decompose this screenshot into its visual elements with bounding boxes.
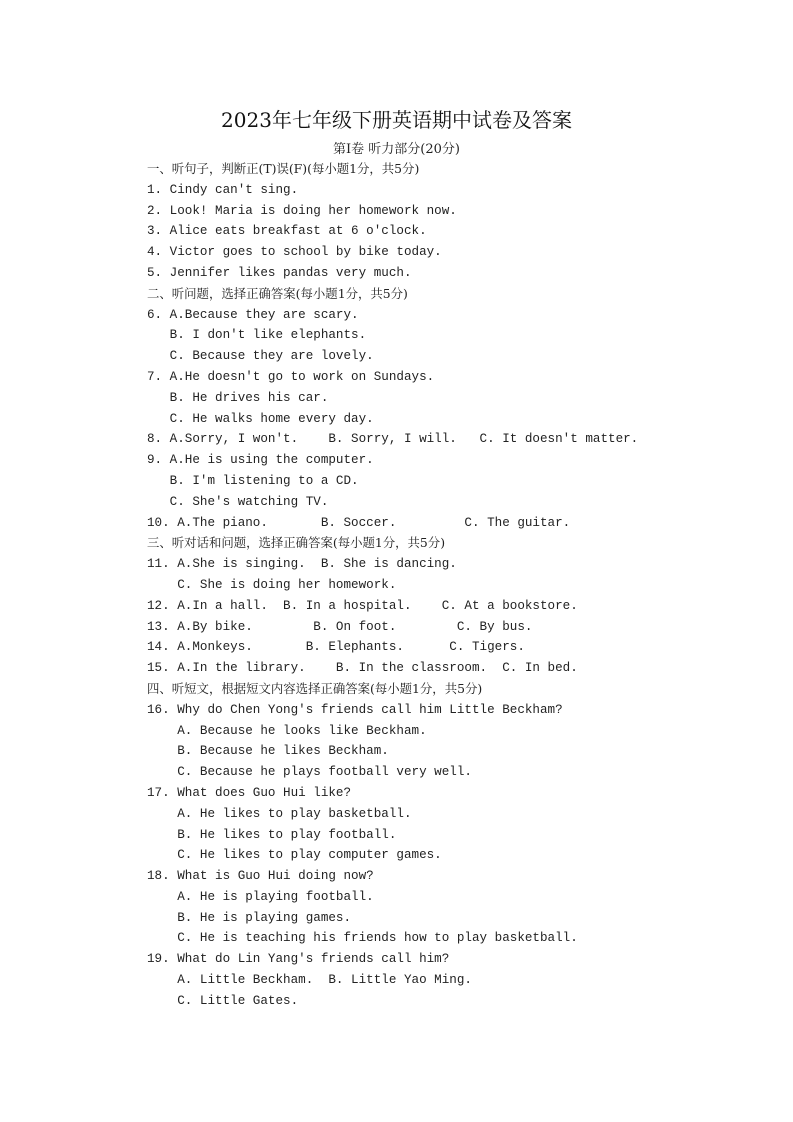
text-line: 12. A.In a hall. B. In a hospital. C. At a bookstore. bbox=[147, 598, 578, 613]
document-body bbox=[147, 159, 767, 1012]
text-line: C. Little Gates. bbox=[147, 993, 299, 1008]
text-line: 3. Alice eats breakfast at 6 o'clock. bbox=[147, 224, 427, 239]
text-line: C. Because they are lovely. bbox=[147, 349, 374, 364]
section-heading: 二、听问题，选择正确答案(每小题1分，共5分) bbox=[147, 285, 408, 301]
text-line: 14. A.Monkeys. B. Elephants. C. Tigers. bbox=[147, 640, 525, 655]
text-line: A. Because he looks like Beckham. bbox=[147, 723, 427, 738]
text-line: B. I'm listening to a CD. bbox=[147, 473, 359, 488]
text-line: B. Because he likes Beckham. bbox=[147, 744, 389, 759]
text-line: B. He likes to play football. bbox=[147, 827, 397, 842]
section-subtitle: 第Ⅰ卷 听力部分(20分) bbox=[333, 142, 460, 157]
text-line: 1. Cindy can't sing. bbox=[147, 182, 299, 197]
text-line: 6. A.Because they are scary. bbox=[147, 307, 359, 322]
text-line: 10. A.The piano. B. Soccer. C. The guitar. bbox=[147, 515, 571, 530]
text-line: B. He drives his car. bbox=[147, 390, 329, 405]
text-line: 5. Jennifer likes pandas very much. bbox=[147, 265, 412, 280]
text-line: 2. Look! Maria is doing her homework now. bbox=[147, 203, 457, 218]
section-heading: 三、听对话和问题，选择正确答案(每小题1分，共5分) bbox=[147, 535, 446, 551]
text-line: B. He is playing games. bbox=[147, 910, 352, 925]
text-line: 7. A.He doesn't go to work on Sundays. bbox=[147, 369, 435, 384]
text-line: 15. A.In the library. B. In the classroom. C. In bed. bbox=[147, 661, 578, 676]
text-line: 16. Why do Chen Yong's friends call him Little Beckham? bbox=[147, 702, 563, 717]
text-line: 9. A.He is using the computer. bbox=[147, 453, 374, 468]
text-line: C. He likes to play computer games. bbox=[147, 848, 442, 863]
text-line: A. Little Beckham. B. Little Yao Ming. bbox=[147, 973, 472, 988]
text-line: 13. A.By bike. B. On foot. C. By bus. bbox=[147, 619, 533, 634]
text-line: 8. A.Sorry, I won't. B. Sorry, I will. C. It doesn't matter. bbox=[147, 432, 639, 447]
text-line: 11. A.She is singing. B. She is dancing. bbox=[147, 557, 457, 572]
text-line: 19. What do Lin Yang's friends call him? bbox=[147, 952, 450, 967]
text-line: A. He is playing football. bbox=[147, 889, 374, 904]
text-line: A. He likes to play basketball. bbox=[147, 806, 412, 821]
section-heading: 四、听短文，根据短文内容选择正确答案(每小题1分，共5分) bbox=[147, 680, 483, 696]
text-line: 4. Victor goes to school by bike today. bbox=[147, 245, 442, 260]
page-title: 2023年七年级下册英语期中试卷及答案 bbox=[221, 108, 572, 132]
text-line: C. She's watching TV. bbox=[147, 494, 329, 509]
text-line: 17. What does Guo Hui like? bbox=[147, 785, 352, 800]
text-line: C. He is teaching his friends how to play basketball. bbox=[147, 931, 578, 946]
text-line: C. He walks home every day. bbox=[147, 411, 374, 426]
section-heading: 一、听句子，判断正(T)误(F)(每小题1分，共5分) bbox=[147, 161, 420, 176]
text-line: 18. What is Guo Hui doing now? bbox=[147, 869, 374, 884]
text-line: C. She is doing her homework. bbox=[147, 577, 397, 592]
text-line: B. I don't like elephants. bbox=[147, 328, 367, 343]
text-line: C. Because he plays football very well. bbox=[147, 765, 472, 780]
